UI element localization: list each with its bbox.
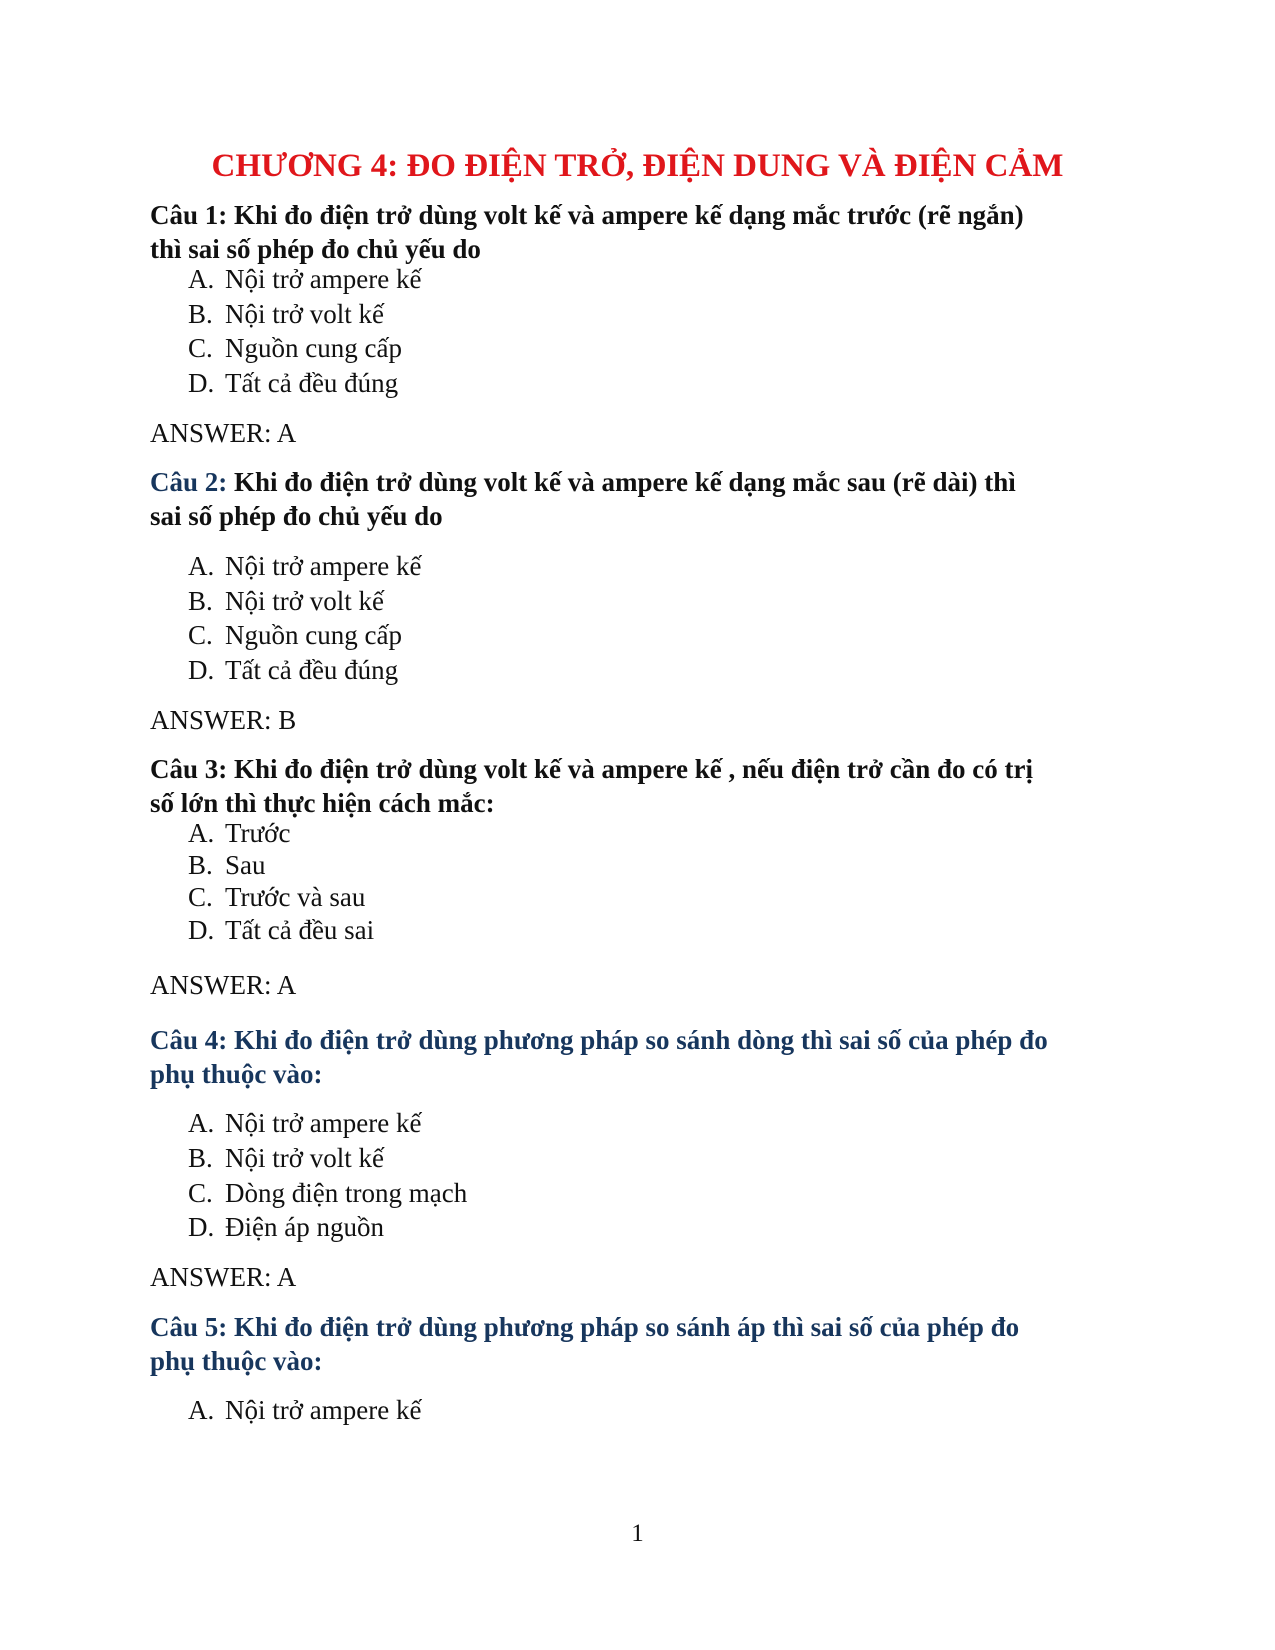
option-letter: C. (188, 333, 213, 363)
question-3-text-2: số lớn thì thực hiện cách mắc: (150, 788, 495, 818)
option-text: Nguồn cung cấp (225, 333, 402, 363)
option-letter: A. (188, 1108, 215, 1138)
question-5-line-1 (150, 1310, 1140, 1344)
question-4-option-a (188, 1106, 421, 1140)
question-4-answer: ANSWER: A (150, 1262, 297, 1292)
option-letter: D. (188, 368, 215, 398)
option-text: Nội trở ampere kế (225, 1395, 422, 1425)
question-1-option-d (188, 366, 398, 400)
option-letter: A. (188, 1395, 215, 1425)
option-text: Nội trở ampere kế (225, 551, 422, 581)
question-1-number: Câu 1: (150, 200, 228, 230)
question-3-answer: ANSWER: A (150, 970, 297, 1000)
option-letter: A. (188, 551, 215, 581)
option-letter: C. (188, 620, 213, 650)
question-3-option-d (188, 913, 374, 947)
question-2-option-c (188, 618, 402, 652)
option-letter: A. (188, 818, 215, 848)
option-letter: D. (188, 915, 215, 945)
question-2-option-d (188, 653, 398, 687)
question-5-number: Câu 5: (150, 1312, 228, 1342)
question-1-option-b (188, 297, 384, 331)
question-4-option-c (188, 1176, 467, 1210)
question-4 (150, 1023, 1140, 1091)
option-letter: B. (188, 586, 213, 616)
page-number: 1 (631, 1520, 644, 1547)
question-1-text-2: thì sai số phép đo chủ yếu do (150, 234, 481, 264)
question-1-option-a (188, 262, 421, 296)
question-4-text-1: Khi đo điện trở dùng phương pháp so sánh dòng thì sai số của phép đo (234, 1025, 1048, 1055)
option-text: Dòng điện trong mạch (225, 1178, 468, 1208)
question-5-text-1: Khi đo điện trở dùng phương pháp so sánh áp thì sai số của phép đo (234, 1312, 1020, 1342)
option-text: Sau (225, 850, 266, 880)
option-text: Trước và sau (225, 882, 366, 912)
question-2-number: Câu 2: (150, 467, 228, 497)
option-text: Trước (225, 818, 291, 848)
question-2-option-b (188, 584, 384, 618)
option-text: Nội trở volt kế (225, 299, 385, 329)
question-3 (150, 752, 1140, 820)
question-2-text-1: Khi đo điện trở dùng volt kế và ampere kế dạng mắc sau (rẽ dài) thì (234, 467, 1016, 497)
question-4-option-d (188, 1210, 384, 1244)
question-2-option-a (188, 549, 421, 583)
option-text: Tất cả đều đúng (225, 368, 399, 398)
option-letter: B. (188, 1143, 213, 1173)
question-3-option-a (188, 816, 290, 850)
option-text: Nội trở volt kế (225, 1143, 385, 1173)
option-text: Nguồn cung cấp (225, 620, 402, 650)
question-2-answer: ANSWER: B (150, 705, 297, 735)
question-4-option-b (188, 1141, 384, 1175)
question-3-text-1: Khi đo điện trở dùng volt kế và ampere kế , nếu điện trở cần đo có trị (234, 754, 1033, 784)
question-3-number: Câu 3: (150, 754, 228, 784)
question-2-text-2: sai số phép đo chủ yếu do (150, 501, 443, 531)
option-text: Nội trở ampere kế (225, 264, 422, 294)
question-3-option-c (188, 880, 365, 914)
question-4-text-2: phụ thuộc vào: (150, 1059, 323, 1089)
option-letter: A. (188, 264, 215, 294)
option-text: Nội trở volt kế (225, 586, 385, 616)
option-text: Nội trở ampere kế (225, 1108, 422, 1138)
option-text: Điện áp nguồn (225, 1212, 384, 1242)
question-1-option-c (188, 331, 402, 365)
question-1 (150, 198, 1140, 266)
question-1-line-1 (150, 198, 1140, 232)
question-2 (150, 465, 1140, 533)
option-text: Tất cả đều đúng (225, 655, 399, 685)
question-3-option-b (188, 848, 266, 882)
question-4-line-1 (150, 1023, 1140, 1057)
option-letter: D. (188, 1212, 215, 1242)
chapter-title: CHƯƠNG 4: ĐO ĐIỆN TRỞ, ĐIỆN DUNG VÀ ĐIỆN CẢM (211, 148, 1064, 184)
question-2-line-1 (150, 465, 1140, 499)
option-letter: B. (188, 299, 213, 329)
option-letter: C. (188, 1178, 213, 1208)
question-5 (150, 1310, 1140, 1378)
option-letter: D. (188, 655, 215, 685)
option-text: Tất cả đều sai (225, 915, 375, 945)
question-1-text-1: Khi đo điện trở dùng volt kế và ampere kế dạng mắc trước (rẽ ngắn) (234, 200, 1024, 230)
question-5-option-a (188, 1393, 421, 1427)
question-4-number: Câu 4: (150, 1025, 228, 1055)
question-3-line-1 (150, 752, 1140, 786)
option-letter: C. (188, 882, 213, 912)
question-1-answer: ANSWER: A (150, 418, 297, 448)
question-5-text-2: phụ thuộc vào: (150, 1346, 323, 1376)
option-letter: B. (188, 850, 213, 880)
